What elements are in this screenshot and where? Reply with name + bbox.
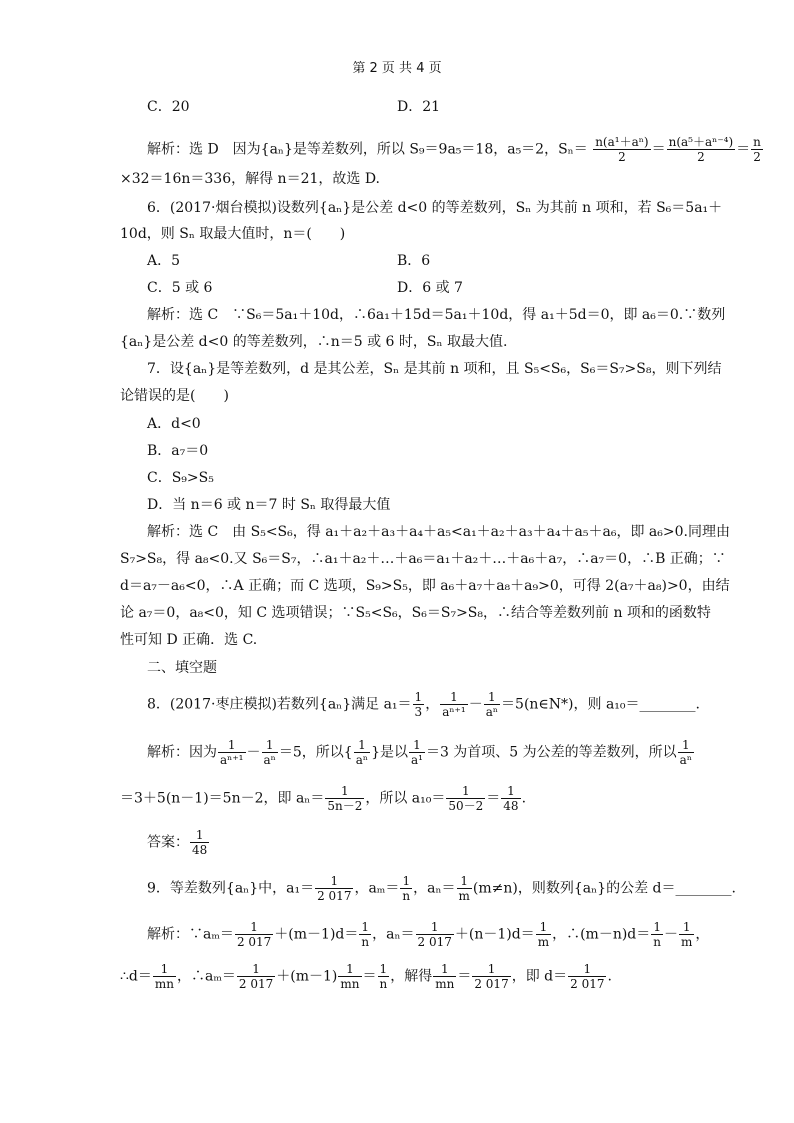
fraction: $\frac{1}{2 017}$ — [570, 962, 605, 991]
solution-line: d＝a₇－a₆<0，∴A 正确；而 C 选项，S₉>S₅，即 a₆＋a₇＋a₈＋a₉>0，可得 2(a₇＋a₈)>0，由结 — [120, 578, 730, 594]
fraction: $\frac{1}{48}$ — [503, 784, 519, 813]
fraction: $\frac{1}{\text{a¹}}$ — [410, 738, 423, 767]
option-d: D．6 或 7 — [397, 280, 463, 296]
fraction: $\frac{1}{\text{aⁿ}}$ — [679, 738, 693, 767]
fraction: $\frac{n}{2}$ — [753, 135, 761, 164]
fraction: $\frac{1}{n}$ — [402, 874, 411, 903]
option-b: B．a₇＝0 — [147, 443, 209, 459]
fraction: $\frac{1}{n}$ — [653, 920, 661, 949]
option-b: B．6 — [397, 253, 431, 269]
solution-line: 解析：选 C 由 S₅<S₆，得 a₁＋a₂＋a₃＋a₄＋a₅<a₁＋a₂＋a₃＋a₄＋a₅＋a₆，即 a₆>0.同理由 — [147, 524, 730, 540]
option-c: C．20 — [147, 99, 190, 115]
fraction: $\frac{1}{2 017}$ — [317, 874, 352, 903]
solution-line: 论 a₇＝0，a₈<0，知 C 选项错误；∵S₅<S₆，S₆＝S₇>S₈，∴结合等差数列前 n 项和的函数特 — [120, 605, 711, 621]
fraction: $\frac{1}{2 017}$ — [236, 920, 272, 949]
fraction: $\frac{1}{n}$ — [361, 920, 370, 949]
option-d: D．21 — [397, 99, 441, 115]
fraction: $\frac{1}{48}$ — [192, 828, 208, 857]
solution-line: ×32＝16n＝336，解得 n＝21，故选 D. — [120, 171, 381, 187]
fraction: $\frac{1}{2 017}$ — [238, 962, 274, 991]
solution-line: S₇>S₈，得 a₈<0.又 S₆＝S₇，∴a₁＋a₂＋…＋a₆＝a₁＋a₂＋…＋a₆＋a₇，∴a₇＝0，∴B 正确；∵ — [120, 551, 726, 567]
fraction: $\frac{1}{m}$ — [537, 920, 550, 949]
fraction: $\frac{\text{n(a¹＋aⁿ)}}{2}$ — [595, 135, 649, 164]
fraction: $\frac{1}{\text{aⁿ⁺¹}}$ — [220, 738, 244, 767]
option-a: A．5 — [147, 253, 181, 269]
fraction: $\frac{1}{\text{aⁿ}}$ — [485, 690, 499, 719]
option-a: A．d<0 — [147, 416, 201, 432]
option-d: D．当 n＝6 或 n＝7 时 Sₙ 取得最大值 — [147, 497, 391, 513]
question-9: 9．等差数列{aₙ}中，a₁＝ $\frac{1}{2 017}$ ，aₘ＝ $\frac{1}{n}$ ，aₙ＝ $\frac{1}{m}$ (m≠n)，则数列{aₙ}的公差 d＝________. — [147, 874, 736, 903]
option-c: C．S₉>S₅ — [147, 470, 214, 486]
solution-line: 解析：因为 $\frac{1}{\text{aⁿ⁺¹}}$ － $\frac{1}{\text{aⁿ}}$ ＝5，所以{ $\frac{1}{\text{aⁿ}}$ }是以 $\frac{1}{\text{a¹}}$ ＝3 为首项、5 为公差的等差数列，所以 $\frac{1}{\text{aⁿ}}$ — [147, 738, 693, 767]
fraction: $\frac{1}{m}$ — [458, 874, 470, 903]
solution-text: 解析：选 D 因为{aₙ}是等差数列，所以 S₉＝9a₅＝18，a₅＝2，Sₙ＝ — [147, 141, 588, 158]
solution-line: ＝3＋5(n－1)＝5n－2，即 aₙ＝ $\frac{1}{5n-2}$ ，所以 a₁₀＝ $\frac{1}{50-2}$ ＝ $\frac{1}{48}$ . — [120, 784, 527, 813]
question-6-cont: 10d，则 Sₙ 取最大值时，n＝( ) — [120, 226, 346, 242]
option-c: C．5 或 6 — [147, 280, 213, 296]
fraction: $\frac{1}{m}$ — [681, 920, 693, 949]
question-8: 8．(2017·枣庄模拟)若数列{aₙ}满足 a₁＝ $\frac{1}{3}$ ， $\frac{1}{\text{aⁿ⁺¹}}$ － $\frac{1}{\text{aⁿ}}$ ＝5(n∈N*)，则 a₁₀＝________. — [147, 690, 700, 719]
solution-line: 性可知 D 正确．选 C. — [120, 632, 258, 648]
fraction: $\frac{1}{\text{aⁿ}}$ — [263, 738, 276, 767]
section-heading: 二、填空题 — [147, 660, 217, 676]
question-6: 6．(2017·烟台模拟)设数列{aₙ}是公差 d<0 的等差数列，Sₙ 为其前 n 项和，若 S₆＝5a₁＋ — [147, 200, 723, 216]
answer-line: 答案： $\frac{1}{48}$ — [147, 828, 208, 857]
fraction: $\frac{\text{n(a⁵＋aⁿ⁻⁴)}}{2}$ — [668, 135, 734, 164]
fraction: $\frac{1}{5n-2}$ — [327, 784, 363, 813]
fraction: $\frac{1}{2 017}$ — [474, 962, 509, 991]
question-7-cont: 论错误的是( ) — [120, 388, 229, 404]
solution-line: 解析：选 D 因为{aₙ}是等差数列，所以 S₉＝9a₅＝18，a₅＝2，Sₙ＝ $\frac{\text{n(a¹＋aⁿ)}}{2}$ ＝ $\frac{\text{n(a⁵＋aⁿ⁻⁴)}}{2}$ ＝ $\frac{n}{2}$ — [147, 135, 761, 164]
solution-line: 解析：∵aₘ＝ $\frac{1}{2 017}$ ＋(m－1)d＝ $\frac{1}{n}$ ，aₙ＝ $\frac{1}{2 017}$ ＋(n－1)d＝ $\frac{1}{m}$ ，∴(m－n)d＝ $\frac{1}{n}$ － $\frac{1}{m}$ ， — [147, 920, 710, 949]
fraction: $\frac{1}{50-2}$ — [448, 784, 484, 813]
fraction: $\frac{1}{3}$ — [414, 690, 423, 719]
fraction: $\frac{1}{\text{aⁿ⁺¹}}$ — [442, 690, 466, 719]
question-7: 7．设{aₙ}是等差数列，d 是其公差，Sₙ 是其前 n 项和，且 S₅<S₆，S₆＝S₇>S₈，则下列结 — [147, 361, 722, 377]
fraction: $\frac{1}{\text{aⁿ}}$ — [355, 738, 369, 767]
solution-line: ∴d＝ $\frac{1}{mn}$ ，∴aₘ＝ $\frac{1}{2 017}$ ＋(m－1) $\frac{1}{mn}$ ＝ $\frac{1}{n}$ ，解得 $\frac{1}{mn}$ ＝ $\frac{1}{2 017}$ ，即 d＝ $\frac{1}{2 017}$ . — [120, 962, 612, 991]
fraction: $\frac{1}{mn}$ — [340, 962, 360, 991]
fraction: $\frac{1}{mn}$ — [154, 962, 174, 991]
page-number-header: 第 2 页 共 4 页 — [352, 61, 442, 76]
fraction: $\frac{1}{2 017}$ — [417, 920, 452, 949]
solution-line: 解析：选 C ∵S₆＝5a₁＋10d，∴6a₁＋15d＝5a₁＋10d，得 a₁＋5d＝0，即 a₆＝0.∵数列 — [147, 307, 726, 323]
fraction: $\frac{1}{n}$ — [379, 962, 388, 991]
solution-line: {aₙ}是公差 d<0 的等差数列，∴n＝5 或 6 时，Sₙ 取最大值. — [120, 334, 508, 350]
fraction: $\frac{1}{mn}$ — [435, 962, 455, 991]
